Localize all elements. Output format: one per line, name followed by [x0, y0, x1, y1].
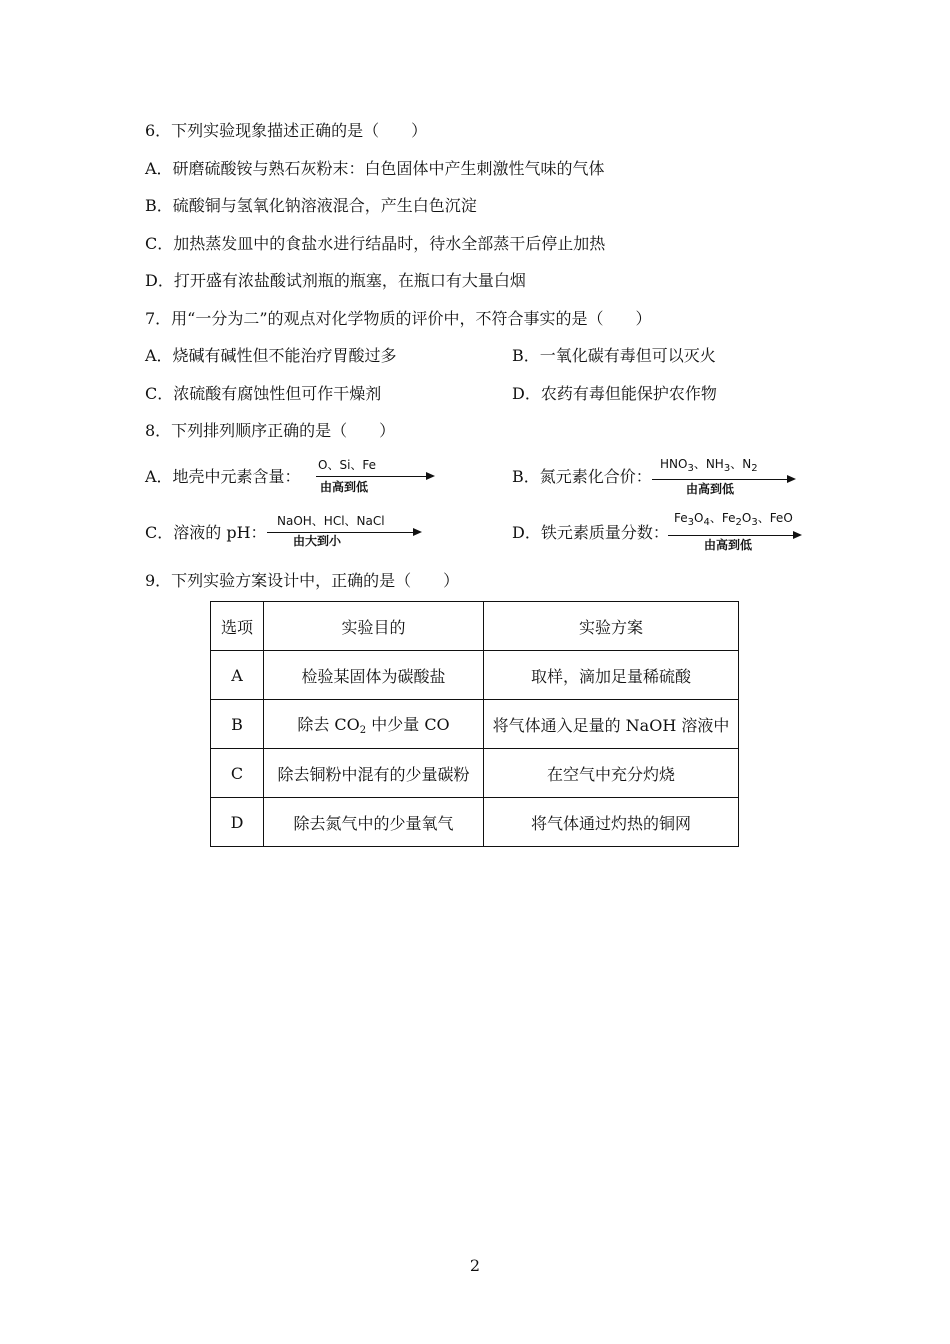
goal-text: 除去 CO: [297, 715, 360, 734]
arrow-head-icon: [426, 472, 435, 480]
table-header-cell: 实验方案: [484, 602, 739, 651]
table-row: [211, 651, 739, 700]
table-row: [211, 749, 739, 798]
arrow-shaft: [668, 535, 794, 536]
arrow-head-icon: [787, 475, 796, 483]
subscript: 3: [751, 517, 758, 528]
q6-option-d: D．打开盛有浓盐酸试剂瓶的瓶塞，在瓶口有大量白烟: [145, 271, 526, 290]
q8-stem: 8．下列排列顺序正确的是（ ）: [145, 421, 396, 440]
q8-option-a-order: O、Si、Fe: [318, 458, 377, 472]
q8-option-d-label: D．铁元素质量分数：: [512, 523, 669, 542]
q8-option-b-label: B．氮元素化合价：: [512, 467, 652, 486]
subscript: 3: [687, 517, 695, 528]
formula-fe3o4: Fe: [674, 511, 688, 525]
table-cell-option: D: [211, 798, 264, 847]
q8-option-a-arrow: [312, 456, 437, 496]
q6-option-a: A．研磨硫酸铵与熟石灰粉末：白色固体中产生刺激性气味的气体: [145, 159, 605, 178]
formula-feo: 、FeO: [757, 511, 793, 525]
arrow-head-icon: [793, 531, 802, 539]
formula-part: O: [694, 511, 704, 525]
subscript: 4: [703, 517, 710, 528]
q7-option-c: C．浓硫酸有腐蚀性但可作干燥剂: [145, 384, 382, 403]
q8-option-a-label: A．地壳中元素含量：: [145, 467, 301, 486]
subscript: 3: [723, 463, 731, 474]
q8-option-d-arrow: [664, 510, 806, 554]
table-cell-plan: 将气体通入足量的 NaOH 溶液中: [484, 700, 739, 749]
q6-stem: 6．下列实验现象描述正确的是（ ）: [145, 121, 428, 140]
experiment-plan-table: [210, 601, 739, 847]
q6-option-c: C．加热蒸发皿中的食盐水进行结晶时，待水全部蒸干后停止加热: [145, 234, 606, 253]
formula-n2: 、N: [730, 457, 752, 471]
table-cell-plan: 在空气中充分灼烧: [484, 749, 739, 798]
arrow-shaft: [267, 532, 415, 533]
formula-fe2o3: 、Fe: [709, 511, 736, 525]
q6-option-b: B．硫酸铜与氢氧化钠溶液混合，产生白色沉淀: [145, 196, 477, 215]
formula-hno3: HNO: [660, 457, 688, 471]
subscript: 2: [359, 725, 367, 736]
q7-option-d: D．农药有毒但能保护农作物: [512, 384, 717, 403]
subscript: 3: [687, 463, 694, 474]
table-cell-option: A: [211, 651, 264, 700]
arrow-shaft: [316, 476, 428, 477]
q8-option-b-order: [660, 457, 758, 476]
q8-option-b-direction: 由高到低: [686, 482, 735, 496]
q8-option-c-label: C．溶液的 pH：: [145, 523, 267, 542]
formula-nh3: 、NH: [693, 457, 724, 471]
table-cell-goal: 除去氮气中的少量氧气: [264, 798, 484, 847]
arrow-shaft: [652, 479, 789, 480]
table-header-cell: 选项: [211, 602, 264, 651]
table-cell-plan: 取样，滴加足量稀硫酸: [484, 651, 739, 700]
goal-text: 中少量 CO: [366, 715, 450, 734]
table-header-cell: 实验目的: [264, 602, 484, 651]
q8-option-d-direction: 由高到低: [704, 538, 753, 552]
q8-option-c-order: NaOH、HCl、NaCl: [277, 514, 385, 528]
q8-option-c-arrow: [265, 512, 425, 552]
q7-stem: 7．用“一分为二”的观点对化学物质的评价中，不符合事实的是（ ）: [145, 309, 652, 328]
table-row: [211, 798, 739, 847]
table-cell-goal: 检验某固体为碳酸盐: [264, 651, 484, 700]
table-cell-plan: 将气体通过灼热的铜网: [484, 798, 739, 847]
q8-option-b-arrow: [650, 455, 800, 497]
table-header-row: [211, 602, 739, 651]
q7-option-a: A．烧碱有碱性但不能治疗胃酸过多: [145, 346, 397, 365]
q9-stem: 9．下列实验方案设计中，正确的是（ ）: [145, 571, 460, 590]
table-cell-option: B: [211, 700, 264, 749]
table-cell-goal: [264, 700, 484, 749]
table-cell-option: C: [211, 749, 264, 798]
table-row: [211, 700, 739, 749]
q7-option-b: B．一氧化碳有毒但可以灭火: [512, 346, 716, 365]
subscript: 2: [751, 463, 758, 474]
page-number: 2: [469, 1256, 481, 1275]
q8-option-a-direction: 由高到低: [320, 480, 369, 494]
formula-part: O: [741, 511, 752, 525]
arrow-head-icon: [413, 528, 422, 536]
table-cell-goal: 除去铜粉中混有的少量碳粉: [264, 749, 484, 798]
q8-option-d-order: [674, 511, 793, 530]
q8-option-c-direction: 由大到小: [293, 534, 342, 548]
subscript: 2: [735, 517, 742, 528]
